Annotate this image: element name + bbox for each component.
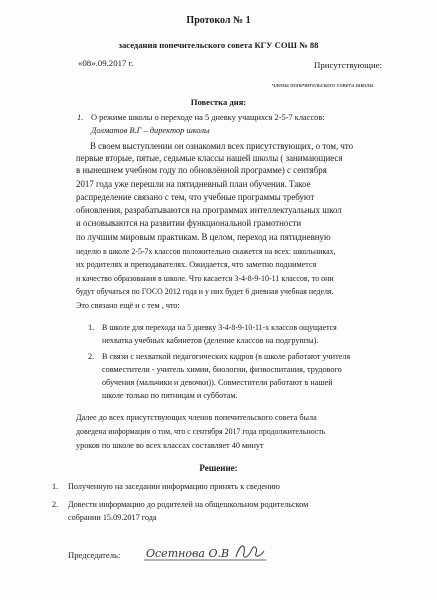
body-line: первые вторые, пятые, седьмые классы нашей школы ( занимающиеся (76, 153, 343, 163)
reason-line: совместители - учитель химии, биологии, физвоспитания, трудового (102, 365, 342, 374)
body-line: в нынешнем учебном году по обновлённой программе) с сентября (76, 165, 327, 175)
reason-number: 1. (88, 323, 95, 332)
body-line: 2017 года уже перешли на пятидневный план обучения. Такое (76, 179, 311, 189)
reason-line: нехватка учебных кабинетов (деление классов на подгруппы). (102, 336, 319, 345)
solution-number: 1. (52, 482, 59, 491)
body-line: В своем выступлении он ознакомил всех присутствующих, о том, что (90, 141, 354, 151)
solution-line: Полученную на заседании информацию принять к сведению (68, 482, 280, 491)
body-line: по лучшим мировым практикам. В целом, переход на пятидневную (76, 232, 331, 242)
closing-line: доведена информация о том, что с сентября 2017 года продолжительность (76, 427, 326, 436)
body-line: Это связано ещё и с тем , что: (76, 301, 180, 310)
reason-line: школе только по пятницам и субботам. (102, 391, 238, 400)
body-line: будут обучаться по ГОСО 2012 года и у них будет 6 дневная учебная неделя. (76, 287, 334, 296)
document-subtitle: заседания попечительского совета КГУ СОШ № 88 (118, 40, 319, 50)
solution-line: Довести информацию до родителей на общешкольном родительском (68, 500, 309, 509)
meeting-date: «08».09.2017 г. (78, 58, 134, 68)
body-line: распределение связано с тем, что учебные программы требуют (76, 192, 315, 202)
agenda-heading: Повестка дня: (190, 97, 247, 107)
body-line: обновления, разрабатываются на программах интеллектуальных школ (76, 205, 342, 215)
solution-heading: Решение: (199, 463, 238, 473)
reason-number: 2. (88, 352, 95, 361)
present-label: Присутствующие: (314, 60, 382, 70)
solution-number: 2. (52, 500, 59, 509)
reason-line: В школе для перехода на 5 дневку 3-4-8-9-10-11-х классов ощущается (102, 323, 337, 332)
body-line: и основываются на развитии функциональной грамотности (76, 218, 302, 228)
document-title: Протокол № 1 (186, 15, 251, 26)
body-line: и качество образования в школе. Что касается 3-4-8-9-10-11 классов, то они (76, 274, 334, 283)
solution-line: собрании 15.09.2017 года (68, 513, 157, 522)
agenda-item-text: О режиме школы о переходе на 5 дневку учащихся 2-5-7 классов: (91, 113, 325, 122)
closing-line: Далее до всех присутствующих членов попечительского совета была (76, 413, 317, 422)
handwritten-signature (142, 539, 272, 565)
body-line: их родителях и преподавателях. Ожидается, что заметно поднимется (76, 260, 317, 269)
agenda-item-number: 1. (77, 113, 84, 122)
reason-line: обучения (мальчики и девочки)). Совместители работают в нашей (102, 378, 333, 387)
chair-label: Председатель: (68, 550, 121, 560)
reason-line: В связи с нехваткой педагогических кадров (в школе работают учителя (102, 352, 351, 361)
closing-line: уроков по школе во всех классах составляет 40 минут (76, 441, 264, 450)
members-text: члены попечительского совета школы (272, 82, 374, 89)
svg-text:Осетнова О.В: Осетнова О.В (146, 547, 230, 560)
body-line: неделю в школе 2-5-7х классов положительно скажется на всех: школьниках, (76, 247, 336, 256)
agenda-speaker: Долматов В.Г – директор школы (91, 126, 210, 135)
